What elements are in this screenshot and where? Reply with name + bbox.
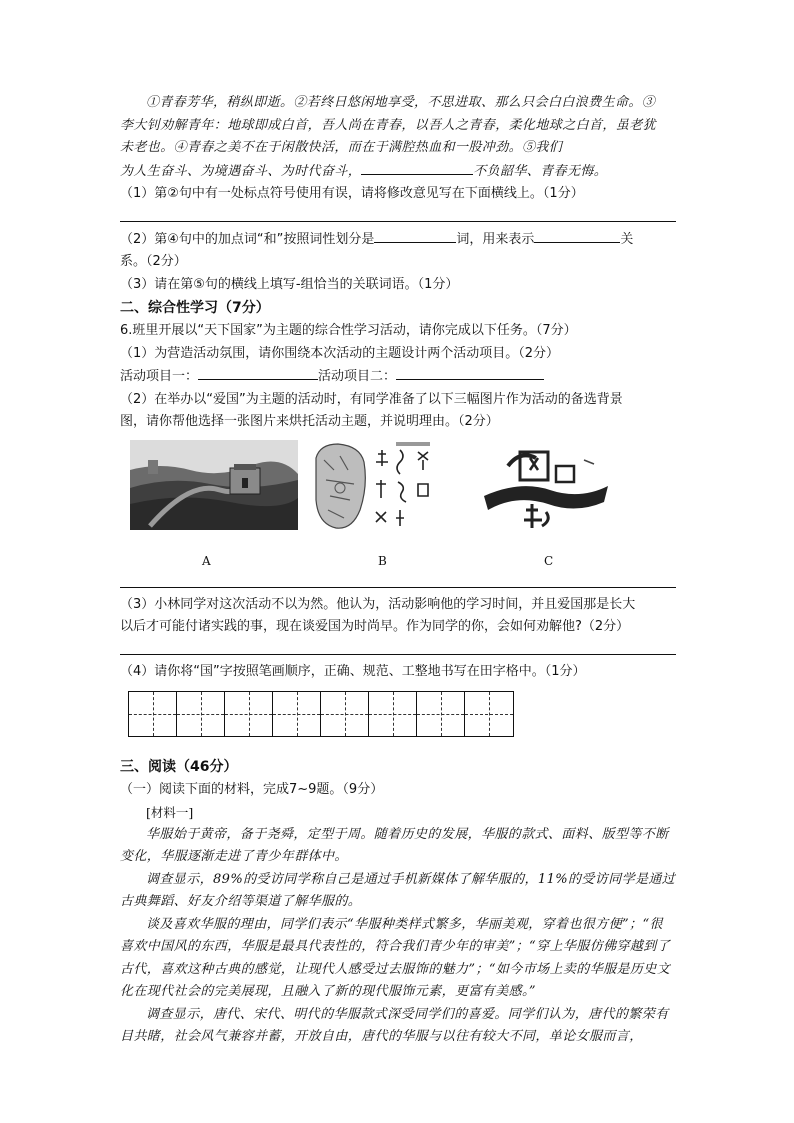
- tianzi-grid: [128, 691, 514, 737]
- section-2-q3-line1: （3）小林同学对这次活动不以为然。他认为，活动影响他的学习时间，并且爱国那是长大: [120, 596, 636, 612]
- figure-b-oracle-bone: [310, 440, 446, 532]
- section-2-q4-block: [120, 661, 676, 684]
- passage-line-4-head: 为人生奋斗、为境遇奋斗、为时代奋斗，: [120, 163, 362, 179]
- activity-item-2-field[interactable]: [396, 365, 544, 380]
- grid-cell[interactable]: [225, 692, 273, 736]
- fill-blank-part-of-speech[interactable]: [374, 228, 456, 243]
- passage: [120, 92, 676, 183]
- section-2-heading: 二、综合性学习（7分）: [120, 300, 270, 316]
- exam-page: [120, 92, 676, 1049]
- question-2-part-c: 关: [620, 231, 634, 247]
- section-2-q1: （1）为营造活动氛围，请你围绕本次活动的主题设计两个活动项目。（2分）: [120, 345, 560, 361]
- section-3-sub: （一）阅读下面的材料，完成7~9题。（9分）: [120, 782, 384, 797]
- section-2-intro: 6.班里开展以“天下国家”为主题的综合性学习活动，请你完成以下任务。（7分）: [120, 323, 577, 338]
- fill-blank-connective[interactable]: [361, 160, 473, 175]
- figure-c-china-dream-logo: [480, 440, 610, 532]
- grid-cell[interactable]: [129, 692, 177, 736]
- grid-cell[interactable]: [417, 692, 465, 736]
- grid-cell[interactable]: [369, 692, 417, 736]
- material-para-2: 调查显示，89%的受访同学称自己是通过手机新媒体了解华服的，11%的受访同学是通过古典舞蹈、好友介绍等渠道了解华服的。: [120, 871, 676, 909]
- question-3: （3）请在第⑤句的横线上填写-组恰当的关联词语。（1分）: [120, 276, 459, 292]
- section-3: [120, 755, 676, 1049]
- question-2-cont: 系。（2分）: [120, 254, 187, 269]
- passage-line-4: [120, 160, 676, 184]
- grid-cell[interactable]: [177, 692, 225, 736]
- answer-line-q1[interactable]: [120, 220, 676, 222]
- section-2-q3-block: [120, 594, 676, 639]
- passage-line-1: ①青春芳华，稍纵即逝。②若终日悠闲地享受，不思进取、那么只会白白浪费生命。③: [146, 95, 656, 110]
- activity-items: [120, 365, 676, 389]
- figure-row: [120, 440, 676, 572]
- answer-line-q2[interactable]: [120, 586, 676, 588]
- activity-item-2-label: 活动项目二：: [318, 369, 397, 384]
- question-2-part-b: 词，用来表示: [456, 231, 535, 247]
- passage-line-2: 李大钊劝解青年：地球即成白首，吾人尚在青春，以吾人之青春，柔化地球之白首，虽老犹: [120, 117, 657, 133]
- material-body: [120, 824, 676, 1049]
- section-2-q2-line1: （2）在举办以“爱国”为主题的活动时，有同学准备了以下三幅图片作为活动的备选背景: [120, 391, 623, 407]
- material-para-1: 华服始于黄帝，备于尧舜，定型于周。随着历史的发展，华服的款式、面料、版型等不断变化，华服逐渐走进了青少年群体中。: [120, 826, 669, 864]
- question-2: [120, 228, 676, 252]
- figure-a-label: A: [202, 553, 211, 568]
- material-para-4: 调查显示，唐代、宋代、明代的华服款式深受同学们的喜爱。同学们认为，唐代的繁荣有目共睹，社会风气兼容并蓄，开放自由，唐代的华服与以往有较大不同，单论女服而言，: [120, 1006, 669, 1044]
- grid-cell[interactable]: [465, 692, 513, 736]
- passage-line-3: 未老也。④青春之美不在于闲散快活，而在于满腔热血和一股冲劲。⑤我们: [120, 140, 563, 155]
- question-2-part-a: （2）第④句中的加点词“和”按照词性划分是: [120, 231, 375, 247]
- material-label: [材料一]: [146, 804, 194, 820]
- section-3-heading: 三、阅读（46分）: [120, 759, 238, 775]
- section-2-body: [120, 320, 676, 434]
- grid-cell[interactable]: [321, 692, 369, 736]
- section-2: [120, 296, 676, 743]
- activity-item-1-field[interactable]: [198, 365, 318, 380]
- answer-line-q3[interactable]: [120, 653, 676, 655]
- activity-item-1-label: 活动项目一：: [120, 369, 199, 384]
- grid-cell[interactable]: [273, 692, 321, 736]
- section-2-q4: （4）请你将“国”字按照笔画顺序，正确、规范、工整地书写在田字格中。（1分）: [120, 663, 586, 679]
- section-2-q2-line2: 图，请你帮他选择一张图片来烘托活动主题，并说明理由。（2分）: [120, 414, 499, 429]
- section-2-q3-line2: 以后才可能付诸实践的事，现在谈爱国为时尚早。作为同学的你，会如何劝解他?（2分）: [120, 619, 630, 634]
- tianzi-grid-wrap: [120, 683, 676, 743]
- fill-blank-relation[interactable]: [534, 228, 620, 243]
- figure-a-great-wall: [130, 440, 298, 530]
- material-para-3: 谈及喜欢华服的理由，同学们表示“华服种类样式繁多，华丽美观，穿着也很方便”；“很喜欢中国风的东西，华服是最具代表性的，符合我们青少年的审美”；“穿上华服仿佛穿越到了古代，喜欢这种古典的感觉，让现代人感受过去服饰的魅力”；“如今市场上卖的华服是历史文化在现代社会的完美展现，且融入了新的现代服饰元素，更富有美感。”: [120, 916, 671, 999]
- questions-part1: [120, 183, 676, 296]
- figure-b-label: B: [378, 553, 387, 568]
- figure-c-label: C: [544, 553, 554, 568]
- question-1: （1）第②句中有一处标点符号使用有误，请将修改意见写在下面横线上。（1分）: [120, 186, 584, 201]
- passage-line-4-tail: 不负韶华、青春无悔。: [473, 163, 608, 179]
